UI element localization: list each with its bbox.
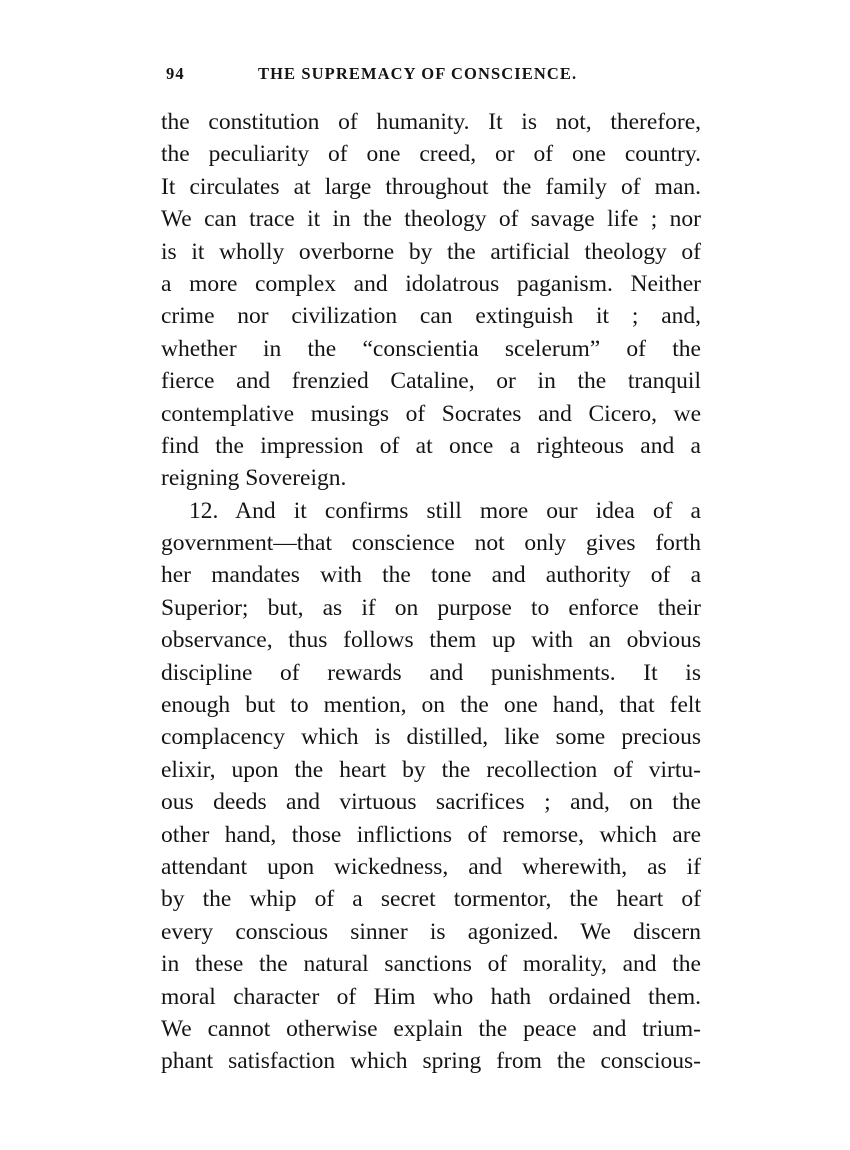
text-line: her mandates with the tone and authority of a bbox=[161, 562, 701, 589]
text-line: the peculiarity of one creed, or of one country. bbox=[161, 141, 701, 168]
text-line: find the impression of at once a righteous and a bbox=[161, 432, 701, 459]
text-line: crime nor civilization can extinguish it ; and, bbox=[161, 303, 701, 330]
text-line: is it wholly overborne by the artificial theology of bbox=[161, 238, 701, 265]
text-line: moral character of Him who hath ordained them. bbox=[161, 983, 701, 1010]
text-line: enough but to mention, on the one hand, that felt bbox=[161, 692, 701, 719]
text-line: in these the natural sanctions of morality, and the bbox=[161, 951, 701, 978]
text-line: We can trace it in the theology of savage life ; nor bbox=[161, 206, 701, 233]
text-line: by the whip of a secret tormentor, the heart of bbox=[161, 886, 701, 913]
text-line: every conscious sinner is agonized. We discern bbox=[161, 918, 701, 945]
text-line: We cannot otherwise explain the peace and trium- bbox=[161, 1015, 701, 1042]
paragraph-start-line: 12. And it confirms still more our idea of a bbox=[189, 497, 701, 524]
text-line: Superior; but, as if on purpose to enforce their bbox=[161, 594, 701, 621]
text-line: government—that conscience not only gives forth bbox=[161, 530, 701, 557]
text-line: elixir, upon the heart by the recollection of virtu- bbox=[161, 756, 701, 783]
text-line: the constitution of humanity. It is not, therefore, bbox=[161, 109, 701, 135]
page-number: 94 bbox=[166, 64, 185, 83]
text-line: phant satisfaction which spring from the conscious- bbox=[161, 1048, 701, 1075]
text-line: ous deeds and virtuous sacrifices ; and, on the bbox=[161, 789, 701, 816]
text-line: discipline of rewards and punishments. It is bbox=[161, 659, 701, 686]
text-line: contemplative musings of Socrates and Cicero, we bbox=[161, 400, 701, 427]
page-header bbox=[166, 64, 706, 86]
text-line: It circulates at large throughout the family of man. bbox=[161, 173, 701, 200]
text-line: complacency which is distilled, like some precious bbox=[161, 724, 701, 751]
body-text bbox=[161, 106, 701, 1078]
text-line: other hand, those inflictions of remorse, which are bbox=[161, 821, 701, 848]
text-line: whether in the “conscientia scelerum” of the bbox=[161, 335, 701, 362]
text-line: fierce and frenzied Cataline, or in the tranquil bbox=[161, 368, 701, 395]
text-line: a more complex and idolatrous paganism. Neither bbox=[161, 270, 701, 297]
running-title: THE SUPREMACY OF CONSCIENCE. bbox=[258, 64, 578, 83]
paragraph-end-line: reigning Sovereign. bbox=[161, 465, 347, 492]
text-line: observance, thus follows them up with an obvious bbox=[161, 627, 701, 654]
text-line: attendant upon wickedness, and wherewith, as if bbox=[161, 853, 701, 880]
